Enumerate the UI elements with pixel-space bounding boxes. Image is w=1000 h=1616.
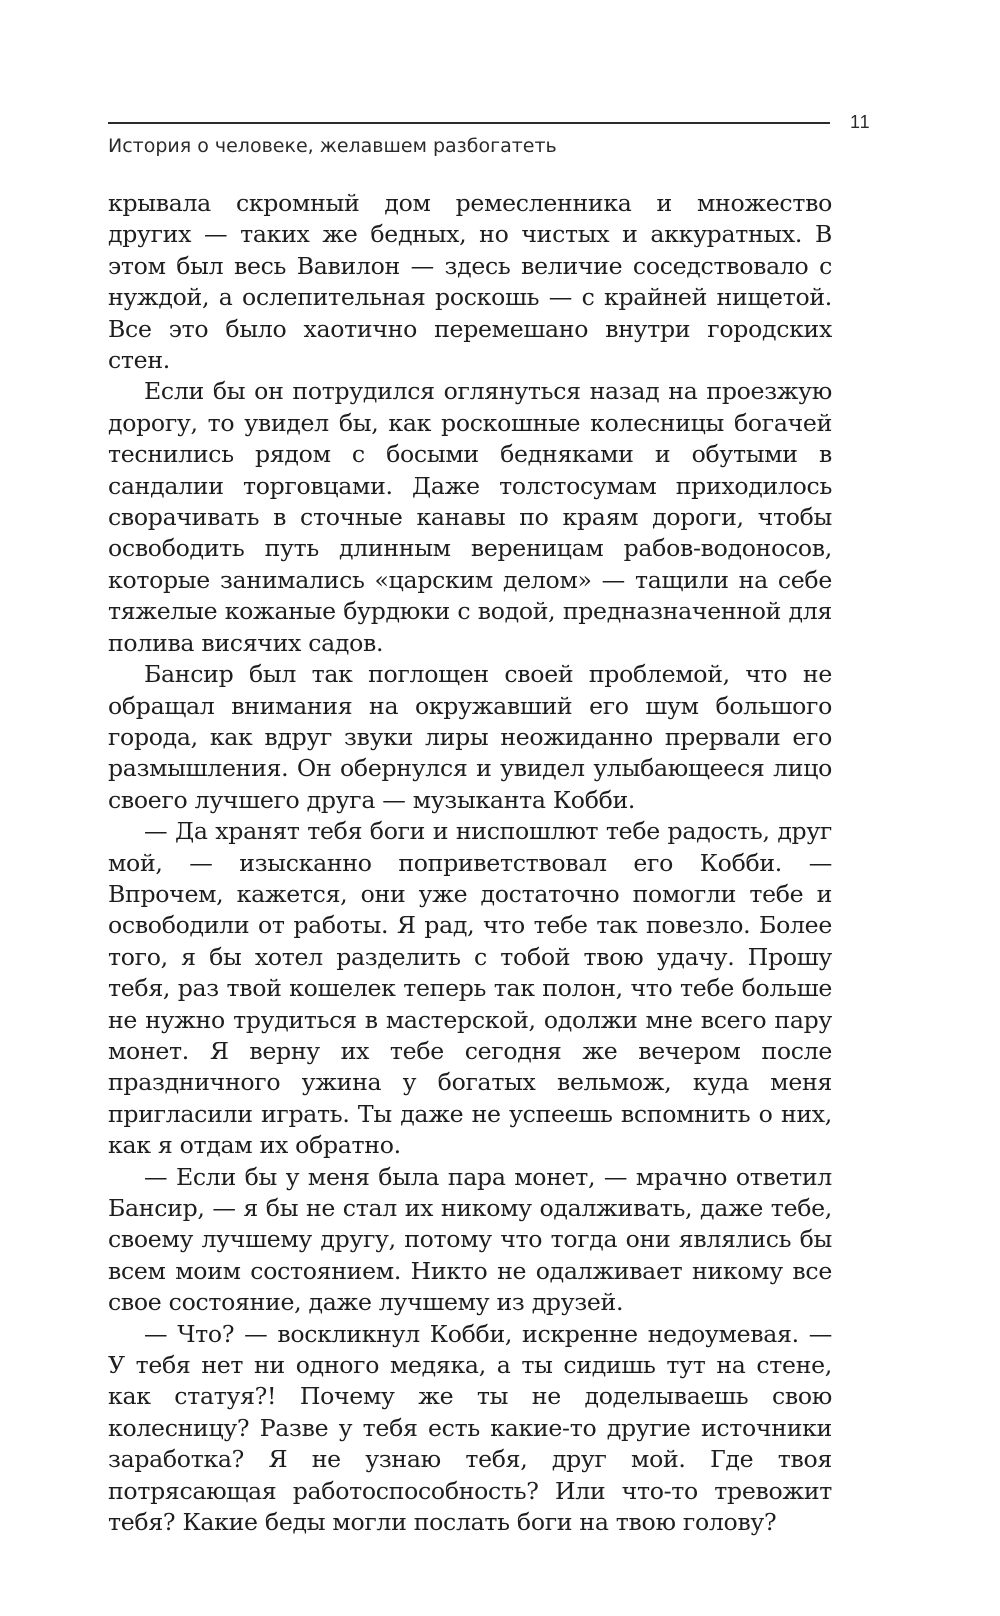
paragraph: крывала скромный дом ремесленника и множество других — таких же бедных, но чистых и аккуратных. В этом был весь Вавилон — здесь величие соседствовало с нуждой, а ослепительная роскошь — с крайней нищетой. Все это было хаотично перемешано внутри городских стен. — [108, 189, 832, 375]
page-header — [108, 108, 888, 168]
body-text — [108, 188, 832, 1538]
header-rule — [108, 122, 830, 124]
paragraph: Если бы он потрудился оглянуться назад на проезжую дорогу, то увидел бы, как роскошные колесницы богачей теснились рядом с босыми бедняками и обутыми в сандалии торговцами. Даже толстосумам приходилось сворачивать в сточные канавы по краям дороги, чтобы освободить путь длинным вереницам рабов-водоносов, которые занимались «царским делом» — тащили на себе тяжелые кожаные бурдюки с водой, предназначенной для полива висячих садов. — [108, 377, 832, 657]
running-title: История о человеке, желавшем разбогатеть — [108, 135, 557, 157]
page-number: 11 — [850, 112, 871, 132]
paragraph: — Да хранят тебя боги и ниспошлют тебе радость, друг мой, — изысканно поприветствовал его Кобби. — Впрочем, кажется, они уже достаточно помогли тебе и освободили от работы. Я рад, что тебе так повезло. Более того, я бы хотел разделить с тобой твою удачу. Прошу тебя, раз твой кошелек теперь так полон, что тебе больше не нужно трудиться в мастерской, одолжи мне всего пару монет. Я верну их тебе сегодня же вечером после праздничного ужина у богатых вельмож, куда меня пригласили играть. Ты даже не успеешь вспомнить о них, как я отдам их обратно. — [108, 817, 832, 1160]
paragraph: Бансир был так поглощен своей проблемой, что не обращал внимания на окружавший его шум большого города, как вдруг звуки лиры неожиданно прервали его размышления. Он обернулся и увидел улыбающееся лицо своего лучшего друга — музыканта Кобби. — [108, 660, 832, 814]
paragraph: — Если бы у меня была пара монет, — мрачно ответил Бансир, — я бы не стал их никому одалживать, даже тебе, своему лучшему другу, потому что тогда они являлись бы всем моим состоянием. Никто не одалживает никому все свое состояние, даже лучшему из друзей. — [108, 1162, 832, 1317]
paragraph: — Что? — воскликнул Кобби, искренне недоумевая. — У тебя нет ни одного медяка, а ты сидишь тут на стене, как статуя?! Почему же ты не доделываешь свою колесницу? Разве у тебя есть какие-то другие источники заработка? Я не узнаю тебя, друг мой. Где твоя потрясающая работоспособность? Или что-то тревожит тебя? Какие беды могли послать боги на твою голову? — [108, 1319, 832, 1537]
